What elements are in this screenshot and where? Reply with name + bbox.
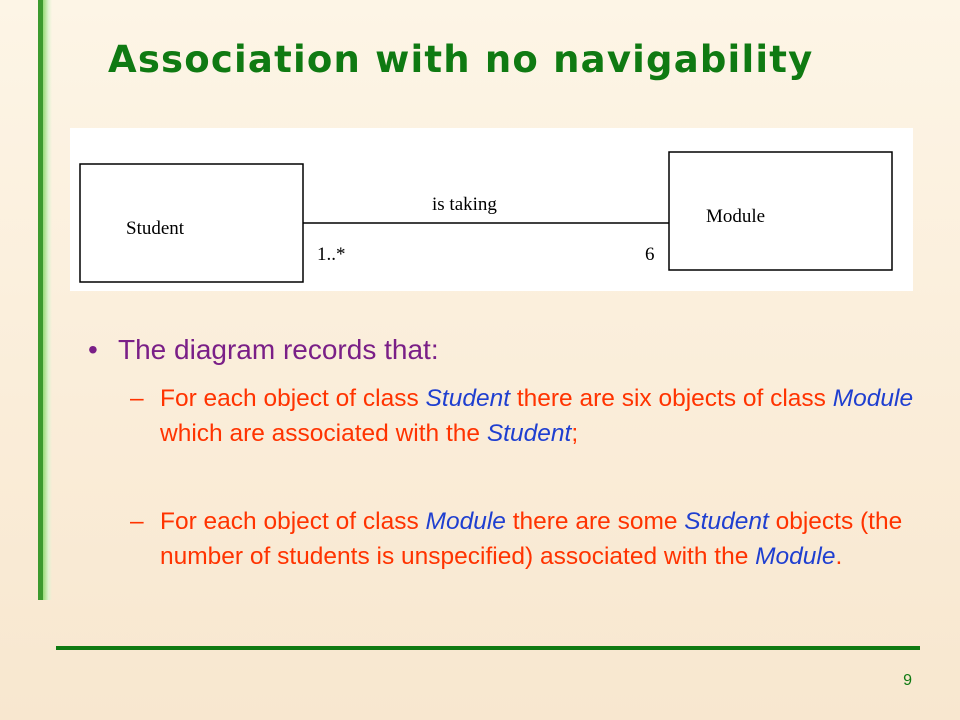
text-segment: For each object of class (160, 385, 426, 412)
right-multiplicity: 6 (645, 244, 655, 265)
main-bullet-text: The diagram records that: (118, 334, 439, 365)
main-bullet (88, 334, 928, 366)
left-accent-stripe (38, 0, 43, 600)
student-class-label: Student (126, 218, 185, 239)
class-name-student: Student (486, 420, 572, 447)
footer-divider (56, 646, 920, 650)
sub-bullet-1 (130, 381, 920, 451)
text-segment: which are associated with the (160, 420, 487, 447)
left-multiplicity: 1..* (317, 244, 346, 265)
class-name-module: Module (755, 543, 836, 570)
text-segment: there are six objects of class (510, 385, 833, 412)
text-segment: objects (the number of students is unspecified) associated with the (160, 508, 903, 570)
text-segment: there are some (505, 508, 685, 535)
bullet-area (88, 334, 928, 366)
class-name-module: Module (425, 508, 506, 535)
text-segment: ; (571, 420, 579, 447)
association-label: is taking (432, 194, 497, 215)
uml-diagram (70, 128, 913, 291)
text-segment: For each object of class (160, 508, 426, 535)
class-name-student: Student (684, 508, 769, 535)
sub-bullet-dash: – (130, 508, 144, 535)
slide-title: Association with no navigability (108, 38, 814, 81)
page-number: 9 (903, 672, 912, 689)
bullet-dot: • (88, 334, 98, 365)
module-class-label: Module (706, 206, 766, 227)
class-name-student: Student (425, 385, 511, 412)
sub-bullet-dash: – (130, 385, 144, 412)
class-name-module: Module (832, 385, 914, 412)
student-class-box (80, 164, 303, 282)
text-segment: . (835, 543, 843, 570)
module-class-box (669, 152, 892, 270)
sub-bullet-2 (130, 504, 920, 574)
